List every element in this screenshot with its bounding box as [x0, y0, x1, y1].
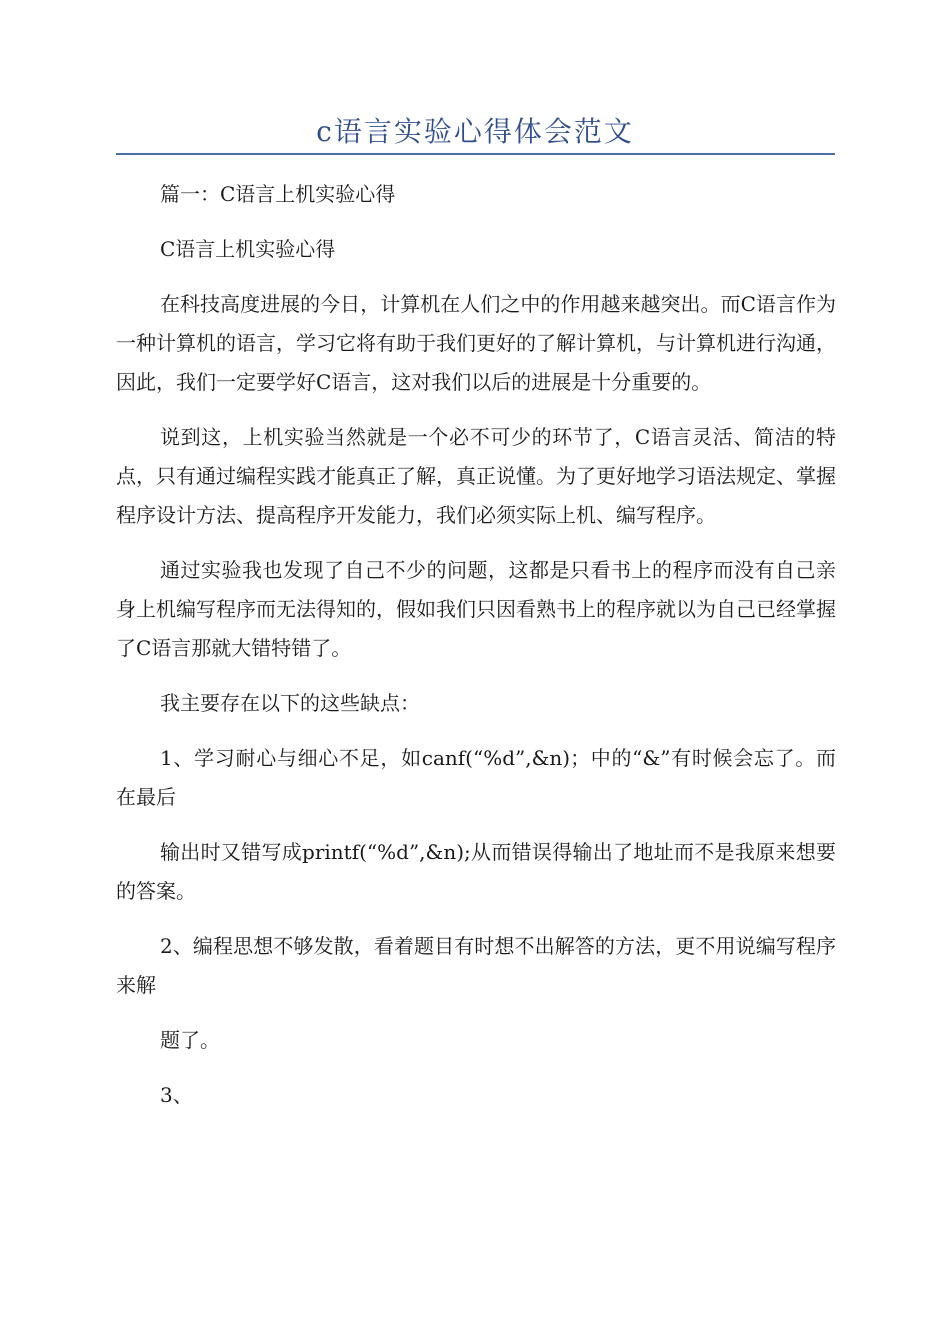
list-item-3: 3、 [160, 1083, 193, 1107]
list-item-2: 2、编程思想不够发散，看着题目有时想不出解答的方法，更不用说编写程序来解 [116, 934, 836, 997]
paragraph-problems: 通过实验我也发现了自己不少的问题，这都是只看书上的程序而没有自己亲身上机编写程序而无法得知的，假如我们只因看熟书上的程序就以为自己已经掌握了C语言那就大错特错了。 [116, 558, 836, 660]
section-heading: 篇一：C语言上机实验心得 [160, 182, 396, 206]
document-title: c语言实验心得体会范文 [316, 115, 634, 148]
list-item-2-continued: 题了。 [160, 1028, 220, 1052]
subheading: C语言上机实验心得 [160, 237, 336, 261]
list-item-1-continued: 输出时又错写成printf(“%d”,&n);从而错误得输出了地址而不是我原来想要的答案。 [116, 840, 836, 903]
paragraph-practice: 说到这，上机实验当然就是一个必不可少的环节了，C语言灵活、简洁的特点，只有通过编程实践才能真正了解，真正说懂。为了更好地学习语法规定、掌握程序设计方法、提高程序开发能力，我们必须实际上机、编写程序。 [116, 425, 836, 527]
title-underline [116, 153, 835, 155]
list-item-1: 1、学习耐心与细心不足，如canf(“%d”,&n)；中的“&”有时候会忘了。而在最后 [116, 746, 836, 809]
paragraph-shortcomings-lead: 我主要存在以下的这些缺点： [160, 691, 420, 715]
paragraph-intro: 在科技高度进展的今日，计算机在人们之中的作用越来越突出。而C语言作为一种计算机的语言，学习它将有助于我们更好的了解计算机，与计算机进行沟通，因此，我们一定要学好C语言，这对我们以后的进展是十分重要的。 [116, 292, 836, 394]
document-body [116, 175, 836, 1131]
